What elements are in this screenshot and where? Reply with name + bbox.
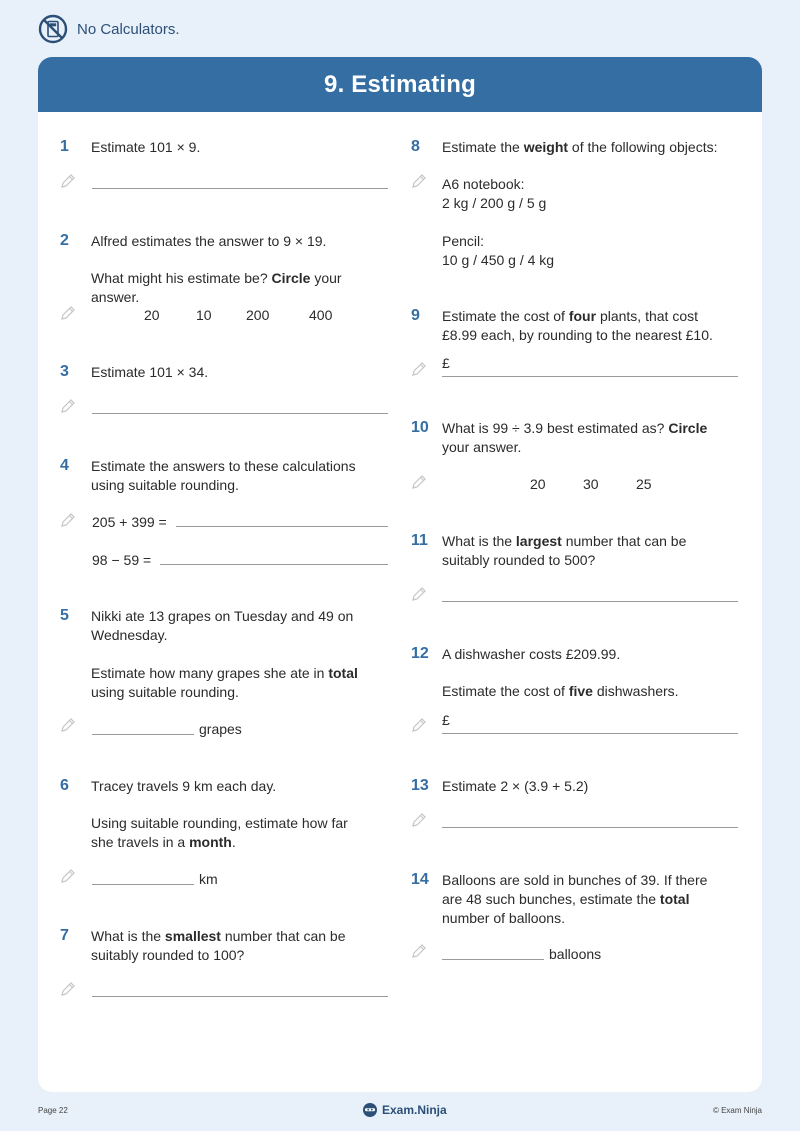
pencil-icon xyxy=(60,512,76,528)
object-name: Pencil: xyxy=(442,233,485,249)
answer-line[interactable] xyxy=(92,884,194,885)
choice-option[interactable]: 10 xyxy=(196,307,212,323)
answer-line[interactable] xyxy=(92,996,388,997)
pencil-icon xyxy=(60,305,76,321)
unit-label: km xyxy=(199,871,218,887)
currency-symbol: £ xyxy=(442,712,450,728)
question-instruction: Using suitable rounding, estimate how far she travels in a month. xyxy=(91,815,348,850)
question-text: A dishwasher costs £209.99. xyxy=(442,646,621,662)
pencil-icon xyxy=(60,868,76,884)
question-text: Tracey travels 9 km each day. xyxy=(91,778,277,794)
pencil-icon xyxy=(411,474,427,490)
pencil-icon xyxy=(411,943,427,959)
choice-option[interactable]: 200 xyxy=(246,307,270,323)
choice-option[interactable]: 20 xyxy=(530,476,546,492)
question-number: 11 xyxy=(411,532,428,549)
object-name: A6 notebook: xyxy=(442,176,525,192)
question-number: 2 xyxy=(60,232,69,249)
answer-line[interactable] xyxy=(442,376,738,377)
pencil-icon xyxy=(411,173,427,189)
choice-option[interactable]: 25 xyxy=(636,476,652,492)
pencil-icon xyxy=(60,981,76,997)
question-number: 14 xyxy=(411,871,429,888)
no-calculators-text: No Calculators. xyxy=(77,20,180,38)
worksheet-card xyxy=(38,57,762,1092)
question-text: What is the smallest number that can be suitably rounded to 100? xyxy=(91,928,346,963)
ninja-icon xyxy=(362,1102,378,1118)
question-text: Estimate 2 × (3.9 + 5.2) xyxy=(442,778,589,794)
no-calculators-banner xyxy=(38,12,180,46)
answer-line[interactable] xyxy=(92,413,388,414)
answer-line[interactable] xyxy=(442,959,544,960)
question-number: 8 xyxy=(411,138,420,155)
question-number: 1 xyxy=(60,138,69,155)
pencil-icon xyxy=(411,812,427,828)
question-text: Estimate the weight of the following objects: xyxy=(442,139,718,155)
answer-line[interactable] xyxy=(442,827,738,828)
question-number: 3 xyxy=(60,363,69,380)
page-number: Page 22 xyxy=(38,1106,68,1115)
answer-line[interactable] xyxy=(92,188,388,189)
calculation-label: 205 + 399 = xyxy=(92,514,167,530)
question-number: 7 xyxy=(60,927,69,944)
question-number: 6 xyxy=(60,777,69,794)
answer-line[interactable] xyxy=(442,601,738,602)
calculation-label: 98 − 59 = xyxy=(92,552,152,568)
question-number: 13 xyxy=(411,777,429,794)
choice-option[interactable]: 30 xyxy=(583,476,599,492)
question-instruction: Estimate the cost of five dishwashers. xyxy=(442,683,679,699)
question-text: Alfred estimates the answer to 9 × 19. xyxy=(91,233,327,249)
question-text: Estimate the cost of four plants, that cost £8.99 each, by rounding to the nearest £10. xyxy=(442,308,713,343)
question-text: Estimate 101 × 34. xyxy=(91,364,209,380)
pencil-icon xyxy=(411,586,427,602)
pencil-icon xyxy=(60,717,76,733)
choice-option[interactable]: 20 xyxy=(144,307,160,323)
choice-option[interactable]: 400 xyxy=(309,307,333,323)
answer-line[interactable] xyxy=(92,734,194,735)
question-text: Nikki ate 13 grapes on Tuesday and 49 on Wednesday. xyxy=(91,608,354,643)
question-text: What is the largest number that can be suitably rounded to 500? xyxy=(442,533,687,568)
question-text: Balloons are sold in bunches of 39. If there are 48 such bunches, estimate the total number of balloons. xyxy=(442,872,708,926)
question-number: 10 xyxy=(411,419,429,436)
question-text: Estimate 101 × 9. xyxy=(91,139,201,155)
no-calculator-icon xyxy=(38,14,68,44)
brand-logo xyxy=(362,1102,447,1118)
question-number: 9 xyxy=(411,307,420,324)
pencil-icon xyxy=(411,717,427,733)
question-number: 4 xyxy=(60,457,69,474)
unit-label: grapes xyxy=(199,721,242,737)
answer-line[interactable] xyxy=(176,526,388,527)
currency-symbol: £ xyxy=(442,355,450,371)
pencil-icon xyxy=(60,398,76,414)
pencil-icon xyxy=(411,361,427,377)
question-number: 12 xyxy=(411,645,429,662)
unit-label: balloons xyxy=(549,946,602,962)
question-instruction: What might his estimate be? Circle your answer. xyxy=(91,270,342,305)
copyright: © Exam Ninja xyxy=(712,1106,762,1115)
weight-options[interactable]: 2 kg / 200 g / 5 g xyxy=(442,195,547,211)
question-number: 5 xyxy=(60,607,69,624)
question-text: Estimate the answers to these calculations using suitable rounding. xyxy=(91,458,356,493)
question-instruction: Estimate how many grapes she ate in total using suitable rounding. xyxy=(91,665,358,700)
pencil-icon xyxy=(60,173,76,189)
question-text: What is 99 ÷ 3.9 best estimated as? Circle your answer. xyxy=(442,420,708,455)
weight-options[interactable]: 10 g / 450 g / 4 kg xyxy=(442,252,555,268)
answer-line[interactable] xyxy=(442,733,738,734)
answer-line[interactable] xyxy=(160,564,388,565)
page-title: 9. Estimating xyxy=(38,57,762,112)
brand-name: Exam.Ninja xyxy=(382,1103,447,1117)
